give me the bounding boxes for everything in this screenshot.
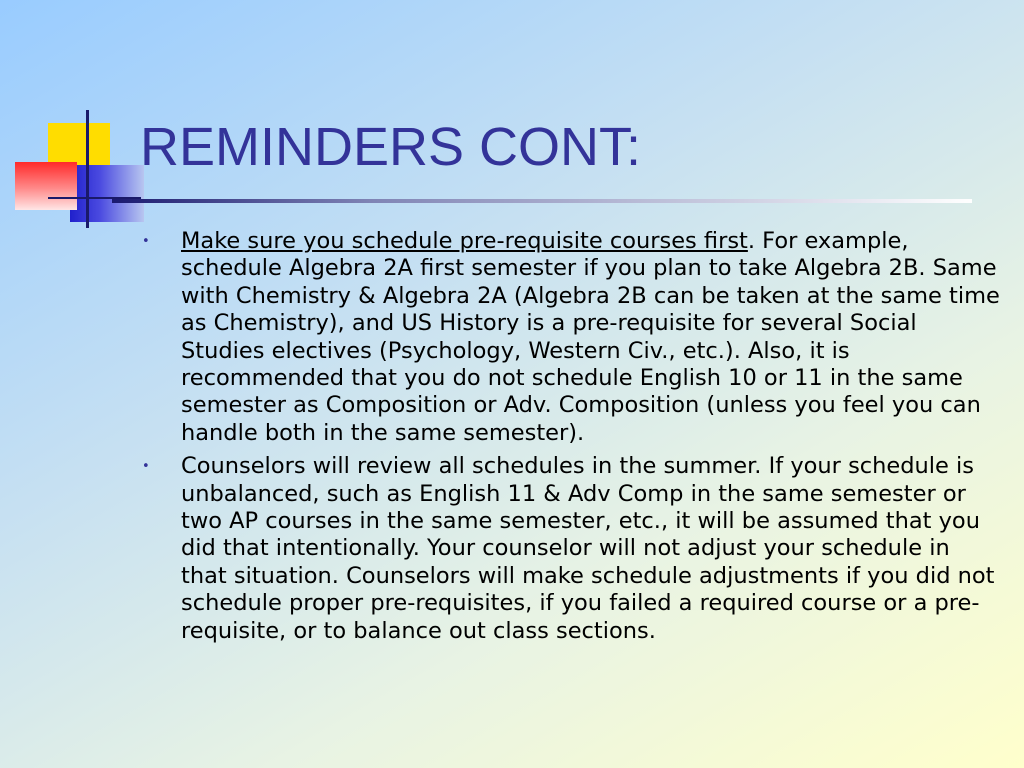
prerequisite-emphasis-text: Make sure you schedule pre-requisite courses first bbox=[181, 228, 748, 254]
title-underline-rule bbox=[112, 199, 972, 203]
bullet-icon: • bbox=[142, 459, 150, 475]
prerequisite-body-text: . For example, schedule Algebra 2A first semester if you plan to take Algebra 2B. Same with Chemistry & Algebra 2A (Algebra 2B can be taken at the same time as Chemistry), and US History is a pre-requisite for several Social Studies electives (Psychology, Western Civ., etc.). Also, it is recommended that you do not schedule English 10 or 11 in the same semester as Composition or Adv. Composition (unless you feel you can handle both in the same semester). bbox=[181, 228, 1000, 446]
bullet-item-counselors bbox=[140, 453, 1000, 645]
bullet-item-prerequisites bbox=[140, 228, 1000, 447]
slide-title: REMINDERS CONT: bbox=[140, 117, 642, 177]
blue-square-decoration bbox=[70, 165, 144, 222]
counselors-body-text: Counselors will review all schedules in the summer. If your schedule is unbalanced, such as English 11 & Adv Comp in the same semester or two AP courses in the same semester, etc., it will be assumed that you did that intentionally. Your counselor will not adjust your schedule in that situation. Counselors will make schedule adjustments if you did not schedule proper pre-requisites, if you failed a required course or a pre-requisite, or to balance out class sections. bbox=[181, 453, 995, 644]
decorative-squares-logo bbox=[0, 0, 160, 240]
bullet-icon: • bbox=[142, 234, 150, 249]
red-square-decoration bbox=[15, 162, 77, 210]
vertical-line-decoration bbox=[86, 110, 89, 228]
bullet-list bbox=[140, 228, 1000, 651]
